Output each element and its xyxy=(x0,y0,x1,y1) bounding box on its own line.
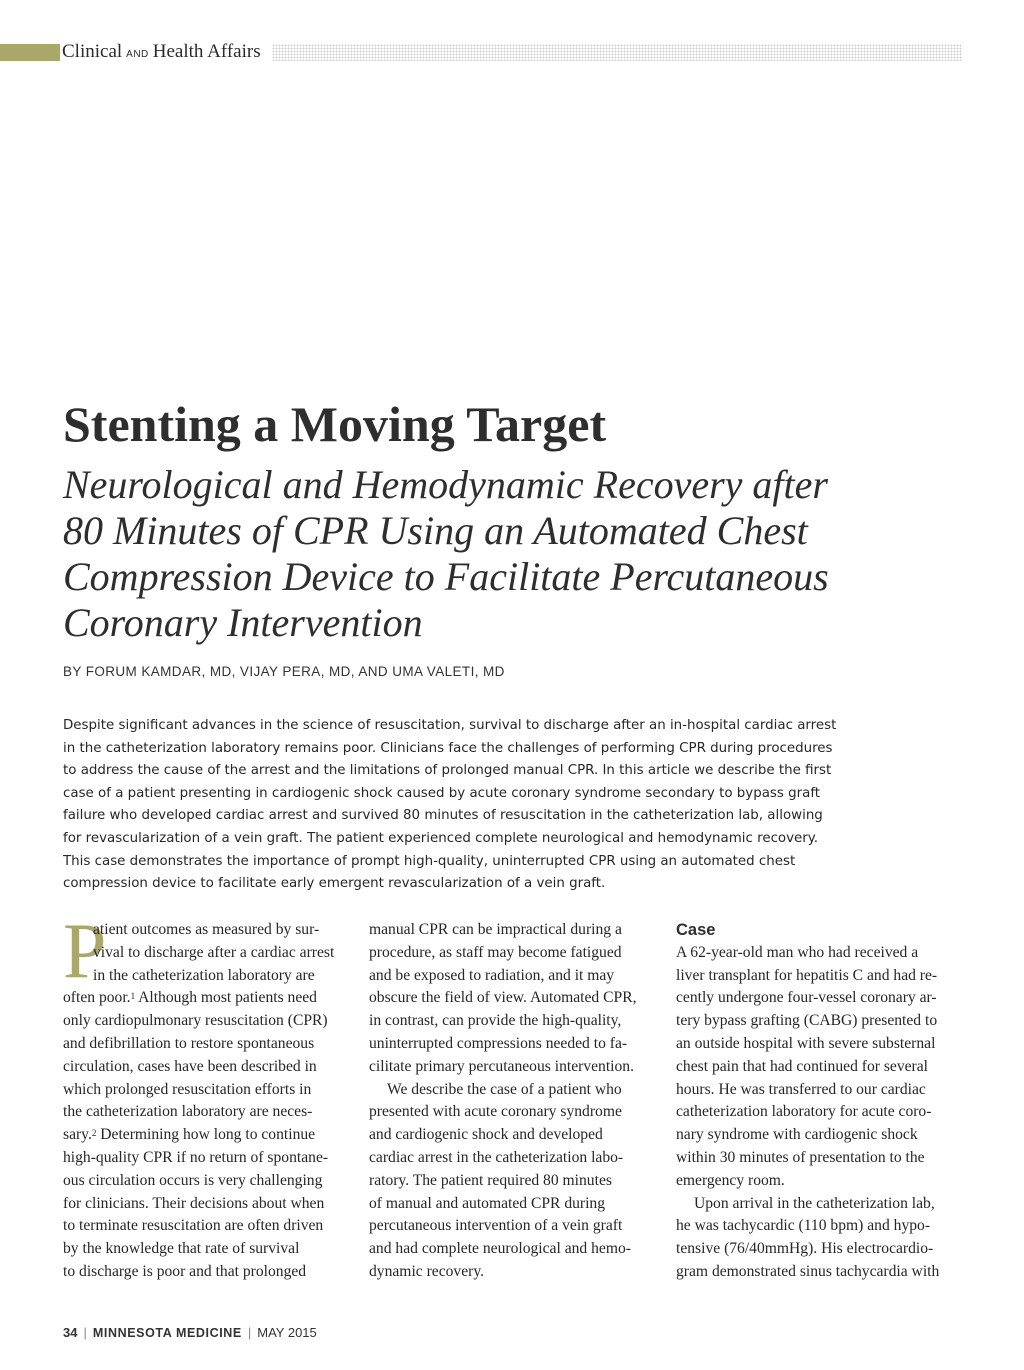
body-text: Although most patients need xyxy=(135,989,317,1007)
subtitle-line: 80 Minutes of CPR Using an Automated Chest xyxy=(63,508,808,553)
article-subtitle xyxy=(63,462,963,646)
subtitle-line: Coronary Intervention xyxy=(63,600,423,645)
body-column-2 xyxy=(369,919,659,1284)
body-text: sary. xyxy=(63,1126,92,1144)
body-line: A 62-year-old man who had received a xyxy=(676,943,919,961)
body-line: presented with acute coronary syndrome xyxy=(369,1103,622,1121)
body-line: dynamic recovery. xyxy=(369,1262,485,1280)
body-line: and cardiogenic shock and developed xyxy=(369,1126,603,1144)
body-line: to terminate resuscitation are often driven xyxy=(63,1217,324,1235)
body-line xyxy=(63,987,353,1010)
body-line: cently undergone four-vessel coronary ar- xyxy=(676,989,937,1007)
page-footer xyxy=(63,1325,317,1340)
body-line: ratory. The patient required 80 minutes xyxy=(369,1171,612,1189)
article-title: Stenting a Moving Target xyxy=(63,396,607,452)
body-line: emergency room. xyxy=(676,1171,785,1189)
body-line: Upon arrival in the catheterization lab, xyxy=(694,1194,935,1212)
footer-separator: | xyxy=(83,1325,87,1340)
body-line: cardiac arrest in the catheterization labo- xyxy=(369,1148,624,1166)
body-column-3 xyxy=(676,919,966,1284)
drop-cap: P xyxy=(63,907,107,994)
body-line: chest pain that had continued for several xyxy=(676,1057,929,1075)
body-line: We describe the case of a patient who xyxy=(387,1080,622,1098)
abstract-line: This case demonstrates the importance of prompt high-quality, uninterrupted CPR using an automated chest xyxy=(63,853,796,869)
reference-marker[interactable]: 1 xyxy=(130,991,136,1002)
body-line: and be exposed to radiation, and it may xyxy=(369,966,615,984)
body-line: the catheterization laboratory are neces- xyxy=(63,1103,313,1121)
body-line: within 30 minutes of presentation to the xyxy=(676,1148,925,1166)
body-line: to discharge is poor and that prolonged xyxy=(63,1262,307,1280)
body-text: Determining how long to continue xyxy=(96,1126,316,1144)
body-line: cilitate primary percutaneous intervention. xyxy=(369,1057,634,1075)
body-line: by the knowledge that rate of survival xyxy=(63,1240,300,1258)
section-label xyxy=(62,41,261,66)
abstract xyxy=(63,715,963,896)
subtitle-line: Compression Device to Facilitate Percutaneous xyxy=(63,554,829,599)
abstract-line: to address the cause of the arrest and the limitations of prolonged manual CPR. In this article we describe the first xyxy=(63,763,832,779)
body-line: high-quality CPR if no return of spontane- xyxy=(63,1148,329,1166)
section-label-and: AND xyxy=(126,49,149,60)
section-color-bar xyxy=(0,44,60,61)
section-dotted-rule xyxy=(272,44,962,61)
footer-separator: | xyxy=(247,1325,252,1340)
body-line xyxy=(63,1124,353,1147)
body-line: in contrast, can provide the high-quality, xyxy=(369,1012,622,1030)
body-line: tery bypass grafting (CABG) presented to xyxy=(676,1012,938,1030)
body-line: circulation, cases have been described in xyxy=(63,1057,317,1075)
body-line: liver transplant for hepatitis C and had re- xyxy=(676,966,938,984)
body-line: procedure, as staff may become fatigued xyxy=(369,943,622,961)
body-line: obscure the field of view. Automated CPR, xyxy=(369,989,637,1007)
body-line: of manual and automated CPR during xyxy=(369,1194,606,1212)
page-number: 34 xyxy=(63,1325,78,1340)
abstract-line: case of a patient presenting in cardiogenic shock caused by acute coronary syndrome secondary to bypass graft xyxy=(63,785,821,801)
section-label-part1: Clinical xyxy=(62,41,123,62)
abstract-line: failure who developed cardiac arrest and survived 80 minutes of resuscitation in the catheterization lab, allowing xyxy=(63,808,823,824)
body-line: tensive (76/40mmHg). His electrocardio- xyxy=(676,1240,934,1258)
body-line: ous circulation occurs is very challenging xyxy=(63,1171,323,1189)
abstract-line: compression device to facilitate early emergent revascularization of a vein graft. xyxy=(63,876,606,892)
issue-date: MAY 2015 xyxy=(257,1325,317,1340)
abstract-line: in the catheterization laboratory remains poor. Clinicians face the challenges of performing CPR during procedures xyxy=(63,740,833,756)
subtitle-line: Neurological and Hemodynamic Recovery after xyxy=(63,462,828,507)
section-heading-case: Case xyxy=(676,921,716,939)
byline: BY FORUM KAMDAR, MD, VIJAY PERA, MD, AND UMA VALETI, MD xyxy=(63,664,505,679)
body-line: nary syndrome with cardiogenic shock xyxy=(676,1126,918,1144)
body-line: an outside hospital with severe substernal xyxy=(676,1034,936,1052)
body-line: gram demonstrated sinus tachycardia with xyxy=(676,1262,940,1280)
body-line: atient outcomes as measured by sur- xyxy=(93,921,320,938)
reference-marker[interactable]: 2 xyxy=(91,1128,97,1139)
abstract-line: Despite significant advances in the science of resuscitation, survival to discharge after an in-hospital cardiac arrest xyxy=(63,718,837,733)
publication-name: MINNESOTA MEDICINE xyxy=(92,1326,242,1340)
body-line: uninterrupted compressions needed to fa- xyxy=(369,1034,628,1052)
body-line: and defibrillation to restore spontaneous xyxy=(63,1034,315,1052)
body-line: and had complete neurological and hemo- xyxy=(369,1240,631,1258)
body-text: often poor. xyxy=(63,989,131,1007)
body-line: for clinicians. Their decisions about when xyxy=(63,1194,325,1212)
section-label-part2: Health Affairs xyxy=(152,41,261,62)
body-line: vival to discharge after a cardiac arrest xyxy=(93,943,335,961)
body-line: manual CPR can be impractical during a xyxy=(369,921,622,938)
body-line: only cardiopulmonary resuscitation (CPR) xyxy=(63,1012,328,1030)
body-line: which prolonged resuscitation efforts in xyxy=(63,1080,312,1098)
body-line: hours. He was transferred to our cardiac xyxy=(676,1080,926,1098)
body-line: percutaneous intervention of a vein graft xyxy=(369,1217,623,1235)
body-line: catheterization laboratory for acute coro- xyxy=(676,1103,932,1121)
body-line: he was tachycardic (110 bpm) and hypo- xyxy=(676,1217,931,1235)
body-column-1 xyxy=(63,907,353,1284)
body-line: in the catheterization laboratory are xyxy=(93,966,315,984)
abstract-line: for revascularization of a vein graft. The patient experienced complete neurological and hemodynamic recovery. xyxy=(63,830,819,846)
